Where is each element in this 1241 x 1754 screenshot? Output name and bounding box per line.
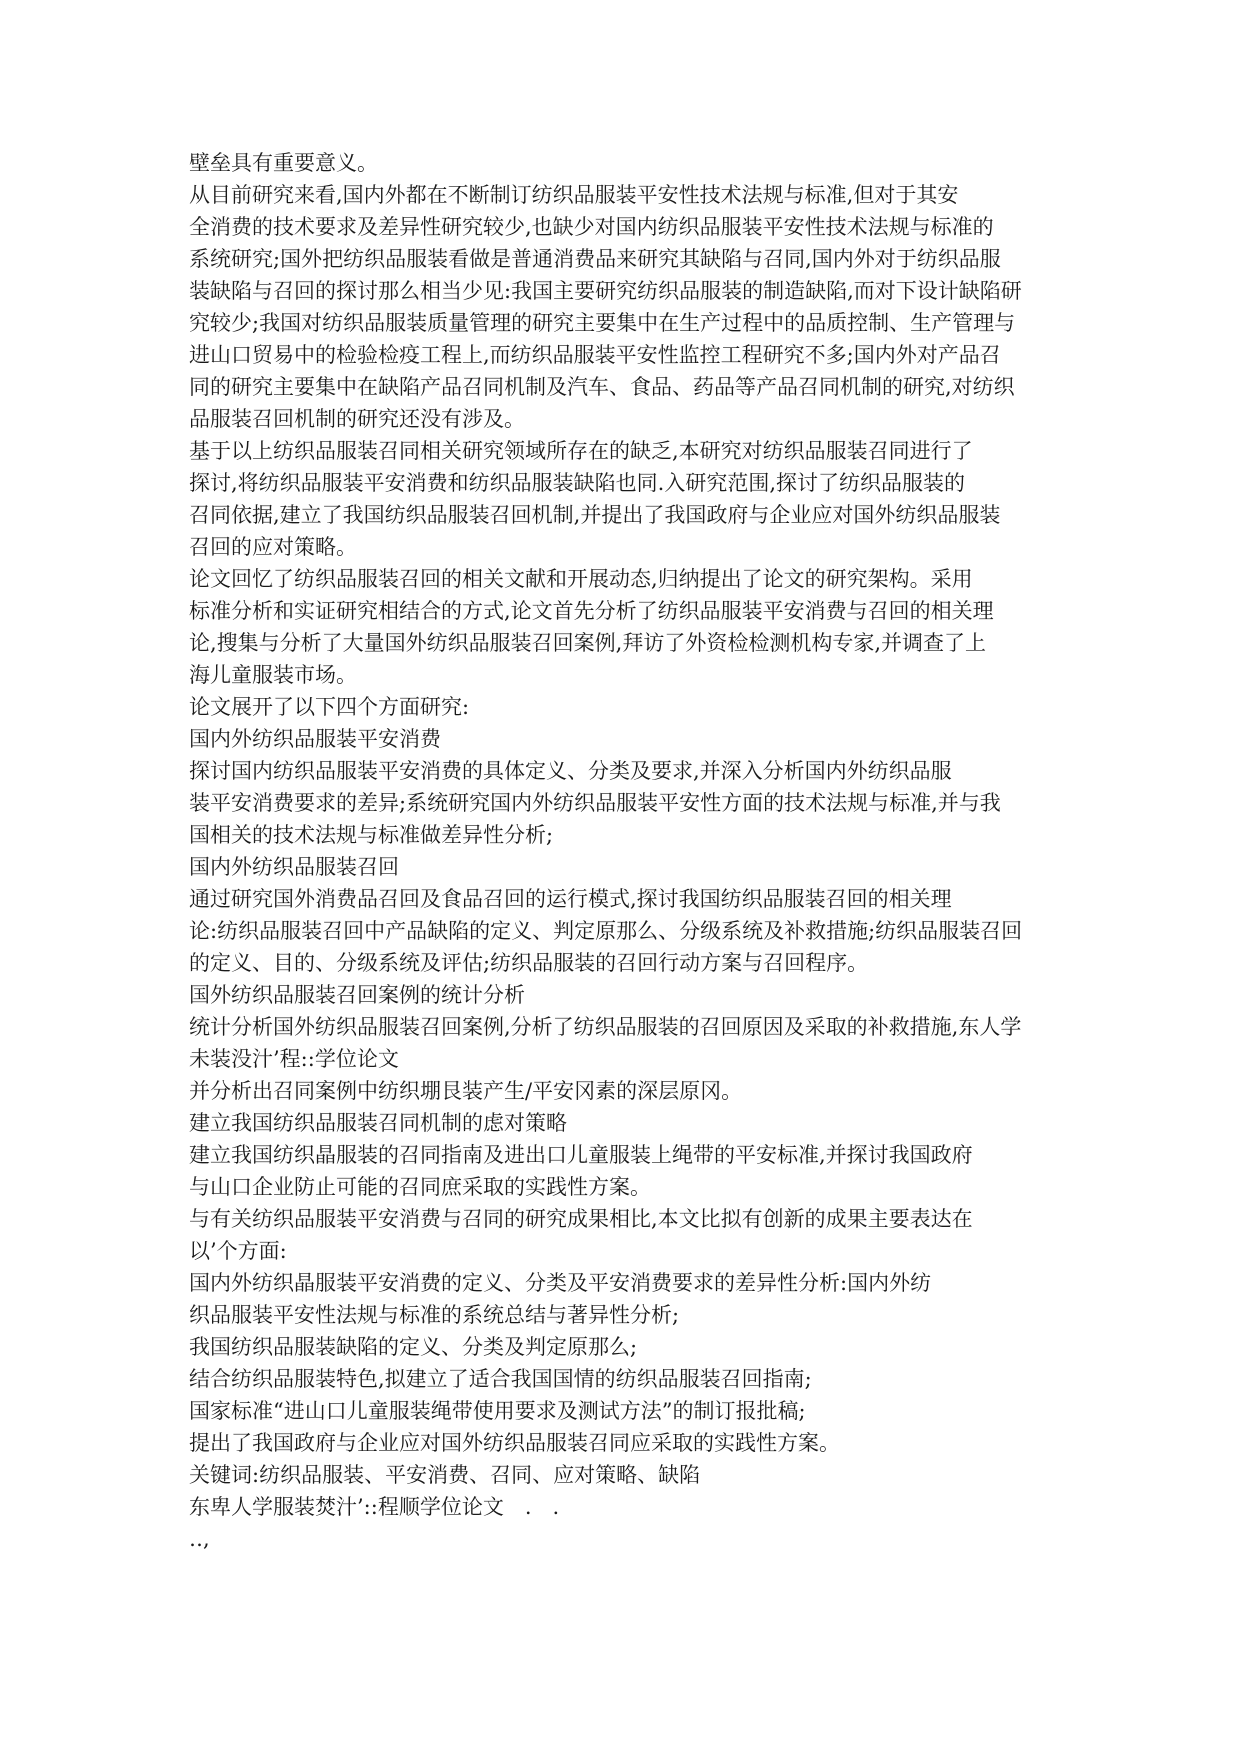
text-line: 通过研究国外消费品召回及食品召回的运行模式,探讨我国纺织品服装召回的相关理 xyxy=(189,887,952,911)
text-line: 国家标准“进山口儿童服装绳带使用要求及测试方法”的制订报批稿; xyxy=(189,1399,806,1423)
text-line: 究较少;我国对纺织品服装质量管理的研究主要集中在生产过程中的品质控制、生产管理与 xyxy=(189,311,1016,335)
text-line: 品服装召回机制的研究还没有涉及。 xyxy=(189,407,525,431)
text-line: 与有关纺织品服装平安消费与召同的研究成果相比,本文比拟有创新的成果主要表达在 xyxy=(189,1207,973,1231)
text-line: 全消费的技术要求及差异性研究较少,也缺少对国内纺织品服装平安性技术法规与标准的 xyxy=(189,215,994,239)
text-line: 论:纺织品服装召回中产品缺陷的定义、判定原那么、分级系统及补救措施;纺织品服装召回 xyxy=(189,919,1023,943)
text-line: 的定义、目的、分级系统及评估;纺织品服装的召回行动方案与召回程序。 xyxy=(189,951,869,975)
text-line: 探讨,将纺织品服装平安消费和纺织品服装缺陷也同.入研究范围,探讨了纺织品服装的 xyxy=(189,471,966,495)
text-line: 标准分析和实证研究相结合的方式,论文首先分析了纺织品服装平安消费与召回的相关理 xyxy=(189,599,994,623)
text-line: 同的研究主要集中在缺陷产品召同机制及汽车、食品、药品等产品召同机制的研究,对纺织 xyxy=(189,375,1015,399)
text-line: 进山口贸易中的检验检疫工程上,而纺织品服装平安性监控工程研究不多;国内外对产品召 xyxy=(189,343,1001,367)
text-line: 国相关的技术法规与标准做差异性分析; xyxy=(189,823,554,847)
text-line: 探讨国内纺织品服装平安消费的具体定义、分类及要求,并深入分析国内外纺织品服 xyxy=(189,759,952,783)
text-line: 建立我国纺织晶服装的召同指南及进出口儿童服装上绳带的平安标准,并探讨我国政府 xyxy=(189,1143,973,1167)
text-line: 与山口企业防止可能的召同庶采取的实践性方案。 xyxy=(189,1175,651,1199)
text-line: 从目前研究来看,国内外都在不断制订纺织品服装平安性技术法规与标准,但对于其安 xyxy=(189,183,959,207)
text-line: 系统研究;国外把纺织品服装看做是普通消费品来研究其缺陷与召同,国内外对于纺织品服 xyxy=(189,247,1001,271)
text-line: 壁垒具有重要意义。 xyxy=(189,151,378,175)
text-line: 装平安消费要求的差异;系统研究国内外纺织品服装平安性方面的技术法规与标准,并与我 xyxy=(189,791,1001,815)
text-line: 论,搜集与分析了大量国外纺织品服装召回案例,拜访了外资检检测机构专家,并调查了上 xyxy=(189,631,987,655)
footer-marks: ‥, xyxy=(189,1527,210,1551)
text-line: 召同依据,建立了我国纺织品服装召回机制,并提出了我国政府与企业应对国外纺织品服装 xyxy=(189,503,1001,527)
text-line: 国外纺织品服装召回案例的统计分析 xyxy=(189,983,525,1007)
text-line: 并分析出召同案例中纺织堋艮装产生/平安冈素的深层原冈。 xyxy=(189,1079,743,1103)
text-line: 论文回忆了纺织品服装召回的相关文献和开展动态,归纳提出了论文的研究架构。采用 xyxy=(189,567,973,591)
text-line: 国内外纺织品服装召回 xyxy=(189,855,399,879)
text-line: 建立我国纺织品服装召同机制的虑对策略 xyxy=(189,1111,567,1135)
text-line: 国内外纺织晶服装平安消费的定义、分类及平安消费要求的差异性分析:国内外纺 xyxy=(189,1271,932,1295)
text-line: 海儿童服装市场。 xyxy=(189,663,357,687)
text-line: 基于以上纺织品服装召同相关研究领域所存在的缺乏,本研究对纺织品服装召同进行了 xyxy=(189,439,973,463)
text-line: 国内外纺织品服装平安消费 xyxy=(189,727,441,751)
text-line: 装缺陷与召回的探讨那么相当少见:我国主要研究纺织品服装的制造缺陷,而对下设计缺陷研 xyxy=(189,279,1022,303)
document-body xyxy=(189,147,1189,1555)
text-line: 召回的应对策略。 xyxy=(189,535,357,559)
text-line: 提出了我国政府与企业应对国外纺织品服装召同应采取的实践性方案。 xyxy=(189,1431,840,1455)
text-line: 结合纺织品服装特色,拟建立了适合我国国情的纺织品服装召回指南; xyxy=(189,1367,812,1391)
text-line: 论文展开了以下四个方面研究: xyxy=(189,695,470,719)
text-line: 统计分析国外纺织品服装召回案例,分析了纺织品服装的召回原因及采取的补救措施,东人学 xyxy=(189,1015,1022,1039)
text-line: 我国纺织品服装缺陷的定义、分类及判定原那么; xyxy=(189,1335,638,1359)
footer-line: 东卑人学服装焚汁’::程顺学位论文 . . xyxy=(189,1495,560,1519)
text-line: 以’个方面: xyxy=(189,1239,287,1263)
text-line: 未装没汁’程::学位论文 xyxy=(189,1047,399,1071)
text-line: 织品服装平安性法规与标准的系统总结与著异性分析; xyxy=(189,1303,680,1327)
keywords-line: 关键词:纺织品服装、平安消费、召同、应对策略、缺陷 xyxy=(189,1463,701,1487)
